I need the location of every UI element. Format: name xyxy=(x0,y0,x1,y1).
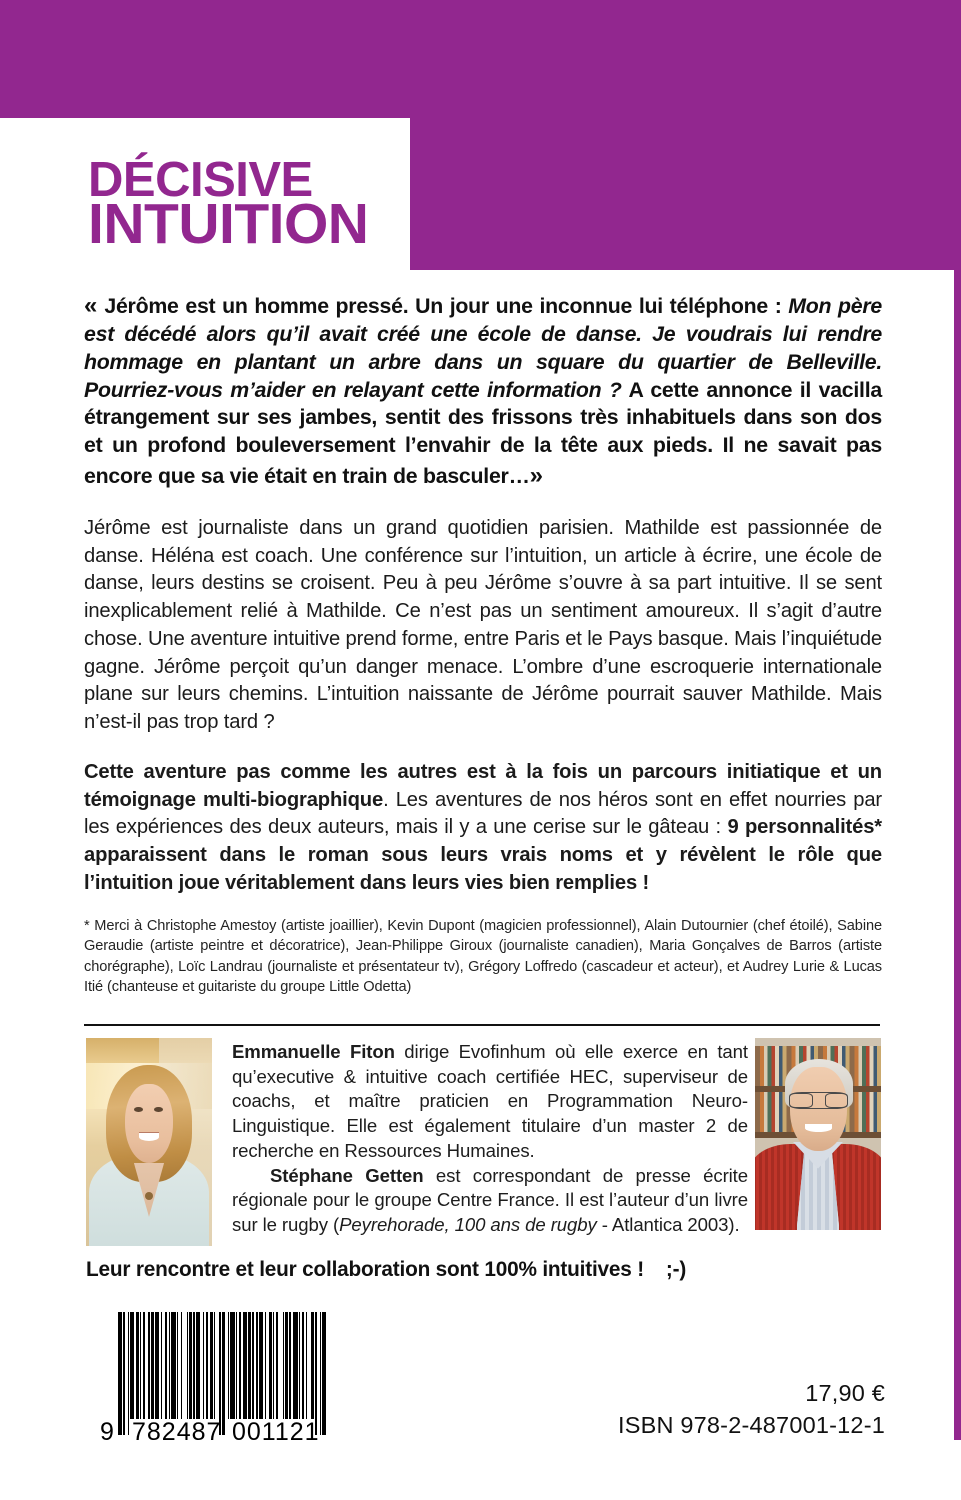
price: 17,90 € xyxy=(805,1380,885,1406)
closing-line xyxy=(86,1258,686,1282)
bio-book-title: Peyrehorade, 100 ans de rugby xyxy=(339,1214,597,1236)
quote-close-icon: » xyxy=(529,461,541,489)
barcode-digit-group-3: 001121 xyxy=(232,1418,320,1446)
pitch-paragraph xyxy=(84,759,882,898)
personalities-footnote: * Merci à Christophe Amestoy (artiste joaillier), Kevin Dupont (magicien professionnel), Alain Dutournier (chef étoilé), Sabine Geraudie (artiste peintre et décoratrice), Jean-Philippe Giroux (journaliste canadien), Maria Gonçalves de Barros (artiste chorégraphe), Loïc Landrau (journaliste et présentateur tv), Grégory Loffredo (cascadeur et acteur), et Audrey Lurie & Lucas Itié (chanteuse et guitariste du groupe Little Odetta) xyxy=(84,917,882,995)
book-title xyxy=(88,153,369,257)
barcode-digit-group-1: 9 xyxy=(100,1418,115,1446)
author-bios xyxy=(232,1040,748,1238)
isbn: ISBN 978-2-487001-12-1 xyxy=(618,1411,885,1438)
pitch-regular: . Les aventures de nos héros sont en effet nourries par les expériences des deux auteurs, mais il y a une cerise sur le gâteau : xyxy=(84,788,882,839)
quote-tail: A cette annonce il vacilla étrangement sur ses jambes, sentit des frissons très inhabituels dans son dos et un profond bouleversement l’envahir de la tête aux pieds. Il ne savait pas encore que sa vie était en train de basculer… xyxy=(84,377,882,488)
quote-open-icon: « xyxy=(84,292,96,319)
quote-lead: Jérôme est un homme pressé. Un jour une inconnue lui téléphone : xyxy=(104,294,782,318)
author-name-emmanuelle: Emmanuelle Fiton xyxy=(232,1041,395,1062)
bio-text-emmanuelle: dirige Evofinhum où elle exerce en tant qu’executive & intuitive coach certifiée HEC, superviseur de coachs, et maître praticien en Programmation Neuro-Linguistique. Elle est également titulaire d’un master 2 de recherche en Ressources Humaines. xyxy=(232,1041,748,1161)
barcode-bars xyxy=(118,1312,326,1419)
photo-stephane-getten xyxy=(755,1038,881,1230)
barcode-digit-group-2: 782487 xyxy=(132,1418,222,1446)
title-line-intuition: INTUITION xyxy=(88,192,369,257)
bio-text-stephane-2: - Atlantica 2003). xyxy=(596,1214,740,1236)
bio-stephane xyxy=(232,1164,748,1238)
bio-text-stephane-1: est correspondant de presse écrite régionale pour le groupe Centre France. Il est l’auteur d’un livre sur le rugby ( xyxy=(232,1164,748,1236)
closing-text: Leur rencontre et leur collaboration sont 100% intuitives ! xyxy=(86,1258,644,1281)
price-isbn-block xyxy=(618,1378,885,1441)
synopsis-paragraph: Jérôme est journaliste dans un grand quotidien parisien. Mathilde est passionnée de danse. Héléna est coach. Une conférence sur l’intuition, un article à écrire, une école de danse, leurs destins se croisent. Peu à peu Jérôme s’ouvre à sa part intuitive. Il se sent inexplicablement relié à Mathilde. Ce n’est pas un sentiment amoureux. Il s’agit d’autre chose. Une aventure intuitive prend forme, entre Paris et le Pays basque. Mais l’inquiétude gagne. Jérôme perçoit qu’un danger menace. L’ombre d’une escroquerie internationale plane sur leurs chemins. L’intuition naissante de Jérôme pourrait sauver Mathilde. Mais n’est-il pas trop tard ? xyxy=(84,516,882,734)
quote-inner-italic: Mon père est décédé alors qu’il avait créé une école de danse. Je voudrais lui rendre hommage en plantant un arbre dans un square du quartier de Belleville. Pourriez-vous m’aider en relayant cette information ? xyxy=(84,294,882,402)
pitch-bold-tail: 9 personnalités* apparaissent dans le roman sous leurs vrais noms et y révèlent le rôle que l’intuition joue véritablement dans leurs vies bien remplies ! xyxy=(84,816,882,894)
section-divider xyxy=(84,1024,880,1026)
purple-right-rail xyxy=(954,0,961,1440)
author-name-stephane: Stéphane Getten xyxy=(270,1164,424,1186)
title-line-decisive: DÉCISIVE xyxy=(88,153,313,207)
pitch-bold-lead: Cette aventure pas comme les autres est à la fois un parcours initiatique et un témoignage multi-biographique xyxy=(84,760,882,811)
bio-emmanuelle xyxy=(232,1041,748,1161)
purple-header-right-block xyxy=(410,0,961,270)
barcode xyxy=(100,1312,330,1445)
photo-emmanuelle-fiton xyxy=(86,1038,212,1246)
back-cover-content xyxy=(84,290,882,997)
wink-emoticon: ;-) xyxy=(665,1258,687,1281)
pull-quote xyxy=(84,290,882,491)
